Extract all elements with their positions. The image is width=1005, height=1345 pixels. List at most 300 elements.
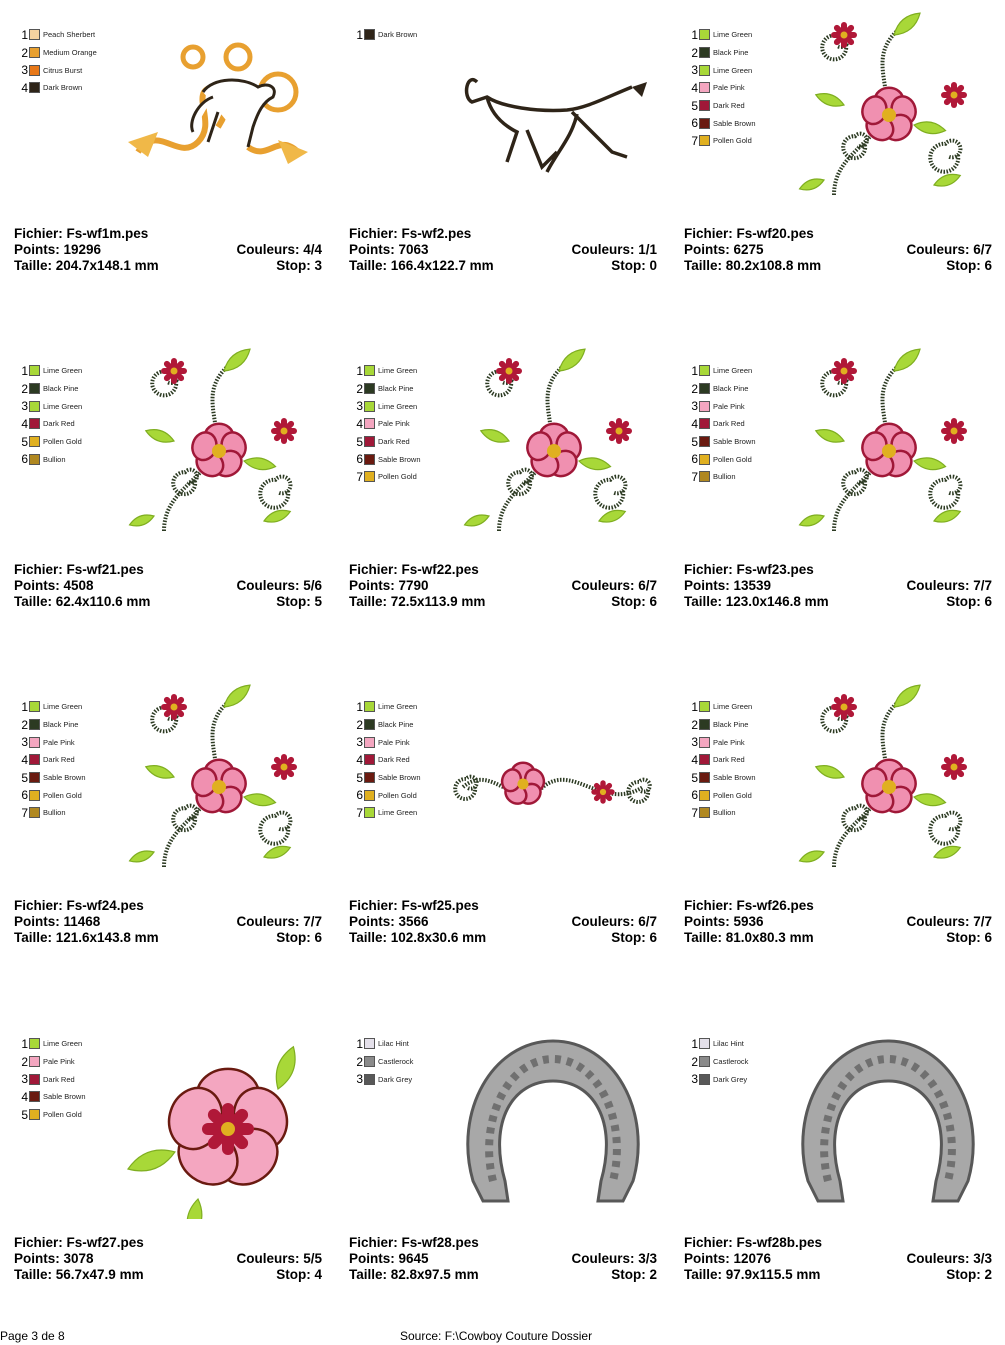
thread-legend xyxy=(18,26,97,97)
thread-swatch xyxy=(699,383,710,394)
design-info xyxy=(14,562,322,610)
thread-name: Black Pine xyxy=(43,384,79,394)
stitch-points: Points: 5936 xyxy=(684,914,764,929)
thread-row xyxy=(688,132,756,150)
thread-swatch xyxy=(29,65,40,76)
thread-row xyxy=(688,698,756,716)
thread-number: 2 xyxy=(691,717,698,732)
thread-number: 3 xyxy=(691,735,698,750)
thread-name: Lilac Hint xyxy=(378,1039,409,1049)
thread-swatch xyxy=(364,454,375,465)
thread-number: 6 xyxy=(691,788,698,803)
thread-row xyxy=(688,362,756,380)
design-size: Taille: 56.7x47.9 mm xyxy=(14,1267,144,1282)
thread-name: Black Pine xyxy=(713,48,749,58)
thread-number: 5 xyxy=(21,770,28,785)
thread-number: 5 xyxy=(21,1107,28,1122)
thread-number: 6 xyxy=(691,116,698,131)
thread-number: 3 xyxy=(356,1072,363,1087)
thread-swatch xyxy=(699,365,710,376)
thread-swatch xyxy=(699,418,710,429)
thread-swatch xyxy=(364,790,375,801)
thread-row xyxy=(353,716,421,734)
thread-row xyxy=(18,1088,86,1106)
thread-name: Dark Red xyxy=(43,755,75,765)
file-name: Fichier: Fs-wf1m.pes xyxy=(14,226,149,241)
design-card xyxy=(349,0,669,300)
design-info xyxy=(349,1235,657,1283)
color-count: Couleurs: 6/7 xyxy=(906,242,992,257)
thread-row xyxy=(18,362,82,380)
thread-name: Sable Brown xyxy=(713,437,756,447)
thread-row xyxy=(688,97,756,115)
thread-number: 5 xyxy=(691,434,698,449)
thread-swatch xyxy=(364,737,375,748)
thread-swatch xyxy=(29,1074,40,1085)
thread-number: 5 xyxy=(356,434,363,449)
floral-vine-icon xyxy=(794,5,994,205)
thread-number: 1 xyxy=(691,27,698,42)
thread-name: Dark Grey xyxy=(713,1074,748,1084)
design-card xyxy=(14,0,334,300)
design-info xyxy=(14,898,322,946)
thread-row xyxy=(18,380,82,398)
stitch-points: Points: 9645 xyxy=(349,1251,429,1266)
thread-swatch xyxy=(699,100,710,111)
thread-row xyxy=(18,433,82,451)
file-name: Fichier: Fs-wf24.pes xyxy=(14,898,144,913)
thread-row xyxy=(18,786,86,804)
thread-number: 1 xyxy=(691,699,698,714)
thread-number: 7 xyxy=(691,133,698,148)
thread-swatch xyxy=(364,701,375,712)
design-info xyxy=(684,226,992,274)
thread-swatch xyxy=(29,401,40,412)
thread-name: Dark Red xyxy=(378,755,410,765)
thread-name: Pollen Gold xyxy=(43,1110,82,1120)
color-count: Couleurs: 7/7 xyxy=(236,914,322,929)
thread-name: Lime Green xyxy=(378,808,418,818)
horseshoe-icon xyxy=(453,1031,653,1211)
file-name: Fichier: Fs-wf22.pes xyxy=(349,562,479,577)
thread-number: 4 xyxy=(356,416,363,431)
thread-number: 3 xyxy=(691,63,698,78)
thread-swatch xyxy=(29,772,40,783)
thread-name: Pollen Gold xyxy=(713,790,752,800)
thread-number: 7 xyxy=(21,805,28,820)
thread-row xyxy=(353,1053,413,1071)
thread-row xyxy=(353,751,421,769)
stop-count: Stop: 0 xyxy=(611,258,657,273)
thread-swatch xyxy=(699,82,710,93)
thread-row xyxy=(18,804,86,822)
thread-swatch xyxy=(699,454,710,465)
thread-number: 6 xyxy=(691,452,698,467)
thread-swatch xyxy=(29,1109,40,1120)
stitch-points: Points: 3566 xyxy=(349,914,429,929)
stitch-points: Points: 11468 xyxy=(14,914,101,929)
thread-row xyxy=(353,415,421,433)
thread-name: Dark Red xyxy=(43,419,75,429)
design-size: Taille: 97.9x115.5 mm xyxy=(684,1267,821,1282)
thread-legend xyxy=(688,698,756,822)
thread-row xyxy=(18,716,86,734)
thread-swatch xyxy=(699,701,710,712)
thread-row xyxy=(688,433,756,451)
thread-number: 2 xyxy=(21,1054,28,1069)
thread-swatch xyxy=(699,436,710,447)
single-flower-icon xyxy=(118,1039,318,1219)
thread-number: 2 xyxy=(21,381,28,396)
thread-name: Bullion xyxy=(43,808,66,818)
thread-swatch xyxy=(699,790,710,801)
file-name: Fichier: Fs-wf25.pes xyxy=(349,898,479,913)
stop-count: Stop: 6 xyxy=(946,930,992,945)
file-name: Fichier: Fs-wf26.pes xyxy=(684,898,814,913)
thread-legend xyxy=(353,1035,413,1088)
horse-outline-icon xyxy=(447,42,647,192)
thread-row xyxy=(353,769,421,787)
thread-name: Black Pine xyxy=(378,384,414,394)
thread-row xyxy=(688,397,756,415)
floral-vine-icon xyxy=(124,341,324,541)
thread-name: Black Pine xyxy=(713,720,749,730)
thread-name: Lime Green xyxy=(713,30,753,40)
stitch-points: Points: 13539 xyxy=(684,578,772,593)
thread-row xyxy=(353,26,417,44)
thread-swatch xyxy=(364,365,375,376)
thread-name: Pale Pink xyxy=(43,1057,75,1067)
thread-swatch xyxy=(364,1074,375,1085)
thread-name: Castlerock xyxy=(378,1057,414,1067)
thread-row xyxy=(688,415,756,433)
thread-row xyxy=(18,26,97,44)
file-name: Fichier: Fs-wf21.pes xyxy=(14,562,144,577)
design-card xyxy=(14,672,334,972)
thread-swatch xyxy=(699,65,710,76)
stop-count: Stop: 4 xyxy=(276,1267,322,1282)
design-card xyxy=(349,672,669,972)
thread-swatch xyxy=(699,47,710,58)
thread-row xyxy=(18,769,86,787)
thread-row xyxy=(688,450,756,468)
thread-swatch xyxy=(364,383,375,394)
thread-number: 2 xyxy=(691,45,698,60)
thread-swatch xyxy=(29,454,40,465)
thread-row xyxy=(353,786,421,804)
stop-count: Stop: 6 xyxy=(611,594,657,609)
thread-row xyxy=(688,380,756,398)
thread-row xyxy=(688,1070,748,1088)
thread-name: Sable Brown xyxy=(378,454,421,464)
floral-vine-icon xyxy=(124,677,324,877)
stop-count: Stop: 5 xyxy=(276,594,322,609)
thread-name: Black Pine xyxy=(713,384,749,394)
thread-row xyxy=(688,751,756,769)
thread-row xyxy=(353,1070,413,1088)
thread-number: 2 xyxy=(691,1054,698,1069)
color-count: Couleurs: 1/1 xyxy=(571,242,657,257)
design-card xyxy=(684,672,1004,972)
thread-number: 6 xyxy=(356,452,363,467)
thread-row xyxy=(18,415,82,433)
thread-swatch xyxy=(364,772,375,783)
thread-row xyxy=(688,114,756,132)
thread-row xyxy=(18,1035,86,1053)
file-name: Fichier: Fs-wf2.pes xyxy=(349,226,472,241)
thread-name: Pollen Gold xyxy=(43,790,82,800)
thread-number: 5 xyxy=(356,770,363,785)
thread-name: Dark Red xyxy=(378,437,410,447)
stop-count: Stop: 6 xyxy=(946,258,992,273)
thread-legend xyxy=(353,26,417,44)
color-count: Couleurs: 5/6 xyxy=(236,578,322,593)
design-size: Taille: 81.0x80.3 mm xyxy=(684,930,814,945)
thread-number: 1 xyxy=(356,27,363,42)
stop-count: Stop: 2 xyxy=(946,1267,992,1282)
thread-number: 1 xyxy=(21,699,28,714)
thread-swatch xyxy=(364,719,375,730)
thread-number: 7 xyxy=(691,469,698,484)
design-card xyxy=(684,1009,1004,1309)
design-size: Taille: 72.5x113.9 mm xyxy=(349,594,486,609)
thread-name: Sable Brown xyxy=(378,773,421,783)
thread-name: Sable Brown xyxy=(713,773,756,783)
thread-name: Dark Red xyxy=(43,1074,75,1084)
thread-name: Pale Pink xyxy=(713,83,745,93)
thread-swatch xyxy=(364,401,375,412)
thread-number: 6 xyxy=(21,452,28,467)
thread-name: Citrus Burst xyxy=(43,65,83,75)
file-name: Fichier: Fs-wf28b.pes xyxy=(684,1235,823,1250)
thread-row xyxy=(18,450,82,468)
thread-row xyxy=(688,786,756,804)
thread-swatch xyxy=(29,790,40,801)
thread-name: Pollen Gold xyxy=(713,136,752,146)
thread-swatch xyxy=(699,719,710,730)
thread-legend xyxy=(18,698,86,822)
thread-swatch xyxy=(699,1038,710,1049)
design-info xyxy=(684,898,992,946)
color-count: Couleurs: 7/7 xyxy=(906,578,992,593)
thread-row xyxy=(18,751,86,769)
thread-name: Lime Green xyxy=(378,702,418,712)
thread-swatch xyxy=(29,383,40,394)
thread-swatch xyxy=(29,1038,40,1049)
thread-name: Dark Red xyxy=(713,419,745,429)
thread-number: 2 xyxy=(691,381,698,396)
thread-row xyxy=(18,1053,86,1071)
thread-row xyxy=(18,397,82,415)
thread-number: 5 xyxy=(691,770,698,785)
thread-swatch xyxy=(29,807,40,818)
thread-row xyxy=(18,733,86,751)
thread-legend xyxy=(688,26,756,150)
thread-row xyxy=(688,61,756,79)
thread-row xyxy=(353,450,421,468)
thread-swatch xyxy=(29,82,40,93)
thread-number: 7 xyxy=(691,805,698,820)
thread-swatch xyxy=(364,1056,375,1067)
horseshoe-icon xyxy=(788,1031,988,1211)
thread-number: 3 xyxy=(21,1072,28,1087)
color-count: Couleurs: 4/4 xyxy=(236,242,322,257)
design-info xyxy=(684,562,992,610)
stitch-points: Points: 7790 xyxy=(349,578,429,593)
thread-number: 2 xyxy=(356,717,363,732)
thread-swatch xyxy=(699,135,710,146)
thread-number: 5 xyxy=(21,434,28,449)
stop-count: Stop: 6 xyxy=(946,594,992,609)
thread-number: 1 xyxy=(21,1036,28,1051)
thread-row xyxy=(688,1035,748,1053)
thread-name: Lime Green xyxy=(713,702,753,712)
thread-swatch xyxy=(699,118,710,129)
file-name: Fichier: Fs-wf23.pes xyxy=(684,562,814,577)
stitch-points: Points: 19296 xyxy=(14,242,102,257)
stop-count: Stop: 6 xyxy=(276,930,322,945)
thread-name: Pale Pink xyxy=(378,419,410,429)
thread-swatch xyxy=(364,29,375,40)
thread-name: Pale Pink xyxy=(713,737,745,747)
thread-swatch xyxy=(29,436,40,447)
thread-row xyxy=(18,44,97,62)
thread-row xyxy=(688,769,756,787)
color-count: Couleurs: 5/5 xyxy=(236,1251,322,1266)
thread-name: Lime Green xyxy=(378,366,418,376)
stop-count: Stop: 3 xyxy=(276,258,322,273)
thread-swatch xyxy=(29,47,40,58)
thread-row xyxy=(353,733,421,751)
color-count: Couleurs: 6/7 xyxy=(571,914,657,929)
thread-name: Pale Pink xyxy=(43,737,75,747)
thread-swatch xyxy=(364,807,375,818)
thread-swatch xyxy=(364,418,375,429)
floral-border-icon xyxy=(453,752,653,822)
page-number: Page 3 de 8 xyxy=(0,1329,65,1343)
thread-row xyxy=(688,733,756,751)
thread-number: 3 xyxy=(21,63,28,78)
thread-legend xyxy=(688,1035,748,1088)
thread-row xyxy=(353,362,421,380)
thread-number: 3 xyxy=(21,735,28,750)
thread-row xyxy=(688,79,756,97)
thread-legend xyxy=(353,698,421,822)
design-info xyxy=(14,226,322,274)
thread-row xyxy=(353,433,421,451)
design-size: Taille: 80.2x108.8 mm xyxy=(684,258,822,273)
thread-number: 1 xyxy=(691,1036,698,1051)
thread-name: Lime Green xyxy=(713,65,753,75)
thread-number: 7 xyxy=(356,469,363,484)
thread-swatch xyxy=(364,436,375,447)
thread-number: 1 xyxy=(21,27,28,42)
thread-number: 6 xyxy=(356,788,363,803)
thread-number: 4 xyxy=(21,80,28,95)
stop-count: Stop: 6 xyxy=(611,930,657,945)
thread-number: 4 xyxy=(21,416,28,431)
thread-swatch xyxy=(29,1056,40,1067)
thread-number: 2 xyxy=(21,717,28,732)
thread-swatch xyxy=(699,737,710,748)
thread-name: Peach Sherbert xyxy=(43,30,96,40)
file-name: Fichier: Fs-wf28.pes xyxy=(349,1235,479,1250)
thread-row xyxy=(353,380,421,398)
thread-swatch xyxy=(29,29,40,40)
thread-row xyxy=(688,716,756,734)
design-card xyxy=(684,0,1004,300)
thread-row xyxy=(18,79,97,97)
thread-name: Lime Green xyxy=(43,702,83,712)
thread-swatch xyxy=(699,1056,710,1067)
thread-name: Bullion xyxy=(713,808,736,818)
thread-name: Sable Brown xyxy=(43,773,86,783)
thread-name: Lilac Hint xyxy=(713,1039,744,1049)
thread-number: 7 xyxy=(356,805,363,820)
thread-name: Bullion xyxy=(43,454,66,464)
thread-swatch xyxy=(29,1091,40,1102)
thread-name: Sable Brown xyxy=(43,1092,86,1102)
thread-name: Black Pine xyxy=(378,720,414,730)
design-card xyxy=(349,1009,669,1309)
thread-row xyxy=(18,61,97,79)
thread-number: 2 xyxy=(356,381,363,396)
thread-swatch xyxy=(29,418,40,429)
thread-name: Bullion xyxy=(713,472,736,482)
thread-number: 1 xyxy=(356,699,363,714)
thread-swatch xyxy=(699,471,710,482)
thread-legend xyxy=(688,362,756,486)
design-size: Taille: 82.8x97.5 mm xyxy=(349,1267,479,1282)
thread-name: Dark Brown xyxy=(43,83,83,93)
stitch-points: Points: 6275 xyxy=(684,242,764,257)
thread-number: 3 xyxy=(356,399,363,414)
thread-row xyxy=(18,698,86,716)
thread-legend xyxy=(18,362,82,468)
thread-name: Dark Red xyxy=(713,101,745,111)
thread-row xyxy=(688,804,756,822)
thread-name: Castlerock xyxy=(713,1057,749,1067)
thread-name: Lime Green xyxy=(43,1039,83,1049)
stitch-points: Points: 12076 xyxy=(684,1251,772,1266)
design-size: Taille: 166.4x122.7 mm xyxy=(349,258,494,273)
thread-legend xyxy=(353,362,421,486)
thread-swatch xyxy=(699,754,710,765)
thread-number: 2 xyxy=(21,45,28,60)
thread-name: Dark Red xyxy=(713,755,745,765)
thread-row xyxy=(353,397,421,415)
thread-swatch xyxy=(699,29,710,40)
design-card xyxy=(14,336,334,636)
thread-name: Pale Pink xyxy=(713,401,745,411)
thread-swatch xyxy=(699,772,710,783)
horse-scroll-icon xyxy=(118,32,318,182)
thread-swatch xyxy=(699,807,710,818)
design-size: Taille: 123.0x146.8 mm xyxy=(684,594,829,609)
thread-number: 4 xyxy=(691,416,698,431)
thread-swatch xyxy=(699,401,710,412)
thread-number: 1 xyxy=(21,363,28,378)
thread-number: 4 xyxy=(21,752,28,767)
thread-name: Black Pine xyxy=(43,720,79,730)
thread-swatch xyxy=(699,1074,710,1085)
file-name: Fichier: Fs-wf20.pes xyxy=(684,226,814,241)
design-size: Taille: 121.6x143.8 mm xyxy=(14,930,159,945)
thread-number: 3 xyxy=(691,1072,698,1087)
thread-number: 6 xyxy=(21,788,28,803)
thread-swatch xyxy=(29,737,40,748)
thread-swatch xyxy=(29,365,40,376)
